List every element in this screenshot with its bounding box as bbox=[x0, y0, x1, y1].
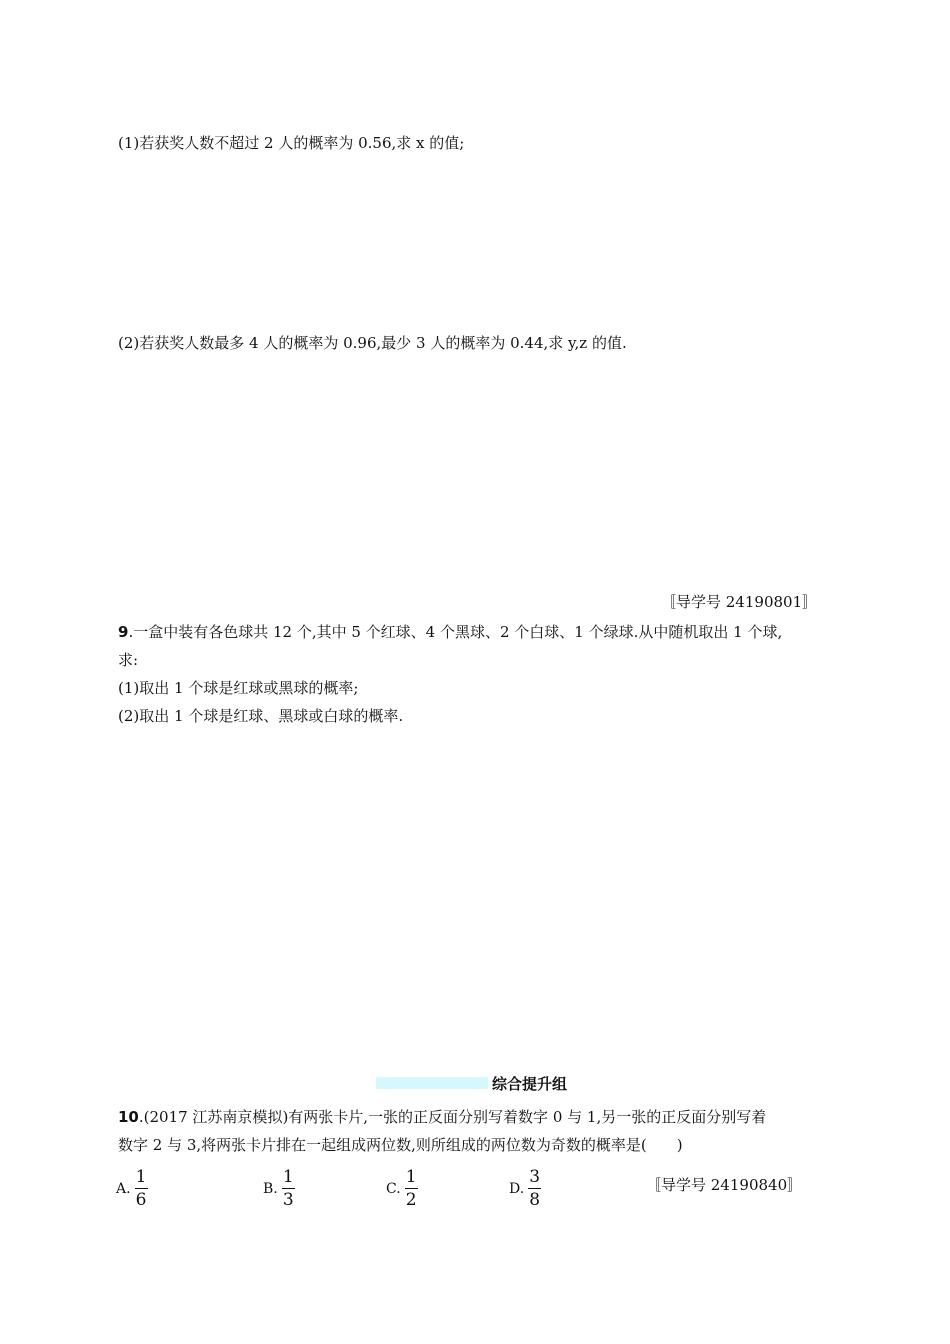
fraction-bar bbox=[282, 1188, 295, 1189]
q9-stem-line2: 求: bbox=[118, 651, 139, 669]
fraction bbox=[405, 1168, 418, 1210]
option-letter: C. bbox=[386, 1181, 401, 1197]
q10-stem-line1 bbox=[118, 1107, 766, 1127]
q10-stem-text: .(2017 江苏南京模拟)有两张卡片,一张的正反面分别写着数字 0 与 1,另一张的正反面分别写着 bbox=[138, 1108, 767, 1126]
fraction bbox=[528, 1168, 541, 1210]
denominator: 8 bbox=[529, 1190, 541, 1210]
section-heading: 综合提升组 bbox=[492, 1075, 568, 1093]
q9-stem-line1 bbox=[118, 622, 782, 642]
numerator: 1 bbox=[405, 1167, 417, 1187]
fraction bbox=[282, 1168, 295, 1210]
section-heading-highlight bbox=[376, 1077, 488, 1089]
q9-number: 9 bbox=[118, 623, 129, 641]
option-a[interactable] bbox=[116, 1166, 148, 1212]
option-b[interactable] bbox=[263, 1166, 295, 1212]
q10-stem-line2: 数字 2 与 3,将两张卡片排在一起组成两位数,则所组成的两位数为奇数的概率是( ) bbox=[118, 1136, 683, 1154]
option-letter: B. bbox=[263, 1181, 278, 1197]
numerator: 1 bbox=[282, 1167, 294, 1187]
option-letter: A. bbox=[116, 1181, 131, 1197]
fraction-bar bbox=[135, 1188, 148, 1189]
numerator: 3 bbox=[529, 1167, 541, 1187]
q9-stem-text: .一盒中装有各色球共 12 个,其中 5 个红球、4 个黑球、2 个白球、1 个绿球.从中随机取出 1 个球, bbox=[128, 623, 783, 641]
numerator: 1 bbox=[135, 1167, 147, 1187]
q9-part2: (2)取出 1 个球是红球、黑球或白球的概率. bbox=[118, 707, 404, 725]
q10-reference: 〚导学号 24190840〛 bbox=[646, 1176, 803, 1194]
denominator: 3 bbox=[282, 1190, 294, 1210]
fraction-bar bbox=[405, 1188, 418, 1189]
q8-part1: (1)若获奖人数不超过 2 人的概率为 0.56,求 x 的值; bbox=[118, 134, 465, 152]
denominator: 2 bbox=[405, 1190, 417, 1210]
q9-reference: 〚导学号 24190801〛 bbox=[661, 593, 818, 611]
option-d[interactable] bbox=[509, 1166, 541, 1212]
option-c[interactable] bbox=[386, 1166, 418, 1212]
q9-part1: (1)取出 1 个球是红球或黑球的概率; bbox=[118, 679, 359, 697]
fraction-bar bbox=[528, 1188, 541, 1189]
option-letter: D. bbox=[509, 1181, 525, 1197]
fraction bbox=[135, 1168, 148, 1210]
q8-part2: (2)若获奖人数最多 4 人的概率为 0.96,最少 3 人的概率为 0.44,求 y,z 的值. bbox=[118, 334, 627, 352]
q10-number: 10 bbox=[118, 1108, 139, 1126]
denominator: 6 bbox=[135, 1190, 147, 1210]
